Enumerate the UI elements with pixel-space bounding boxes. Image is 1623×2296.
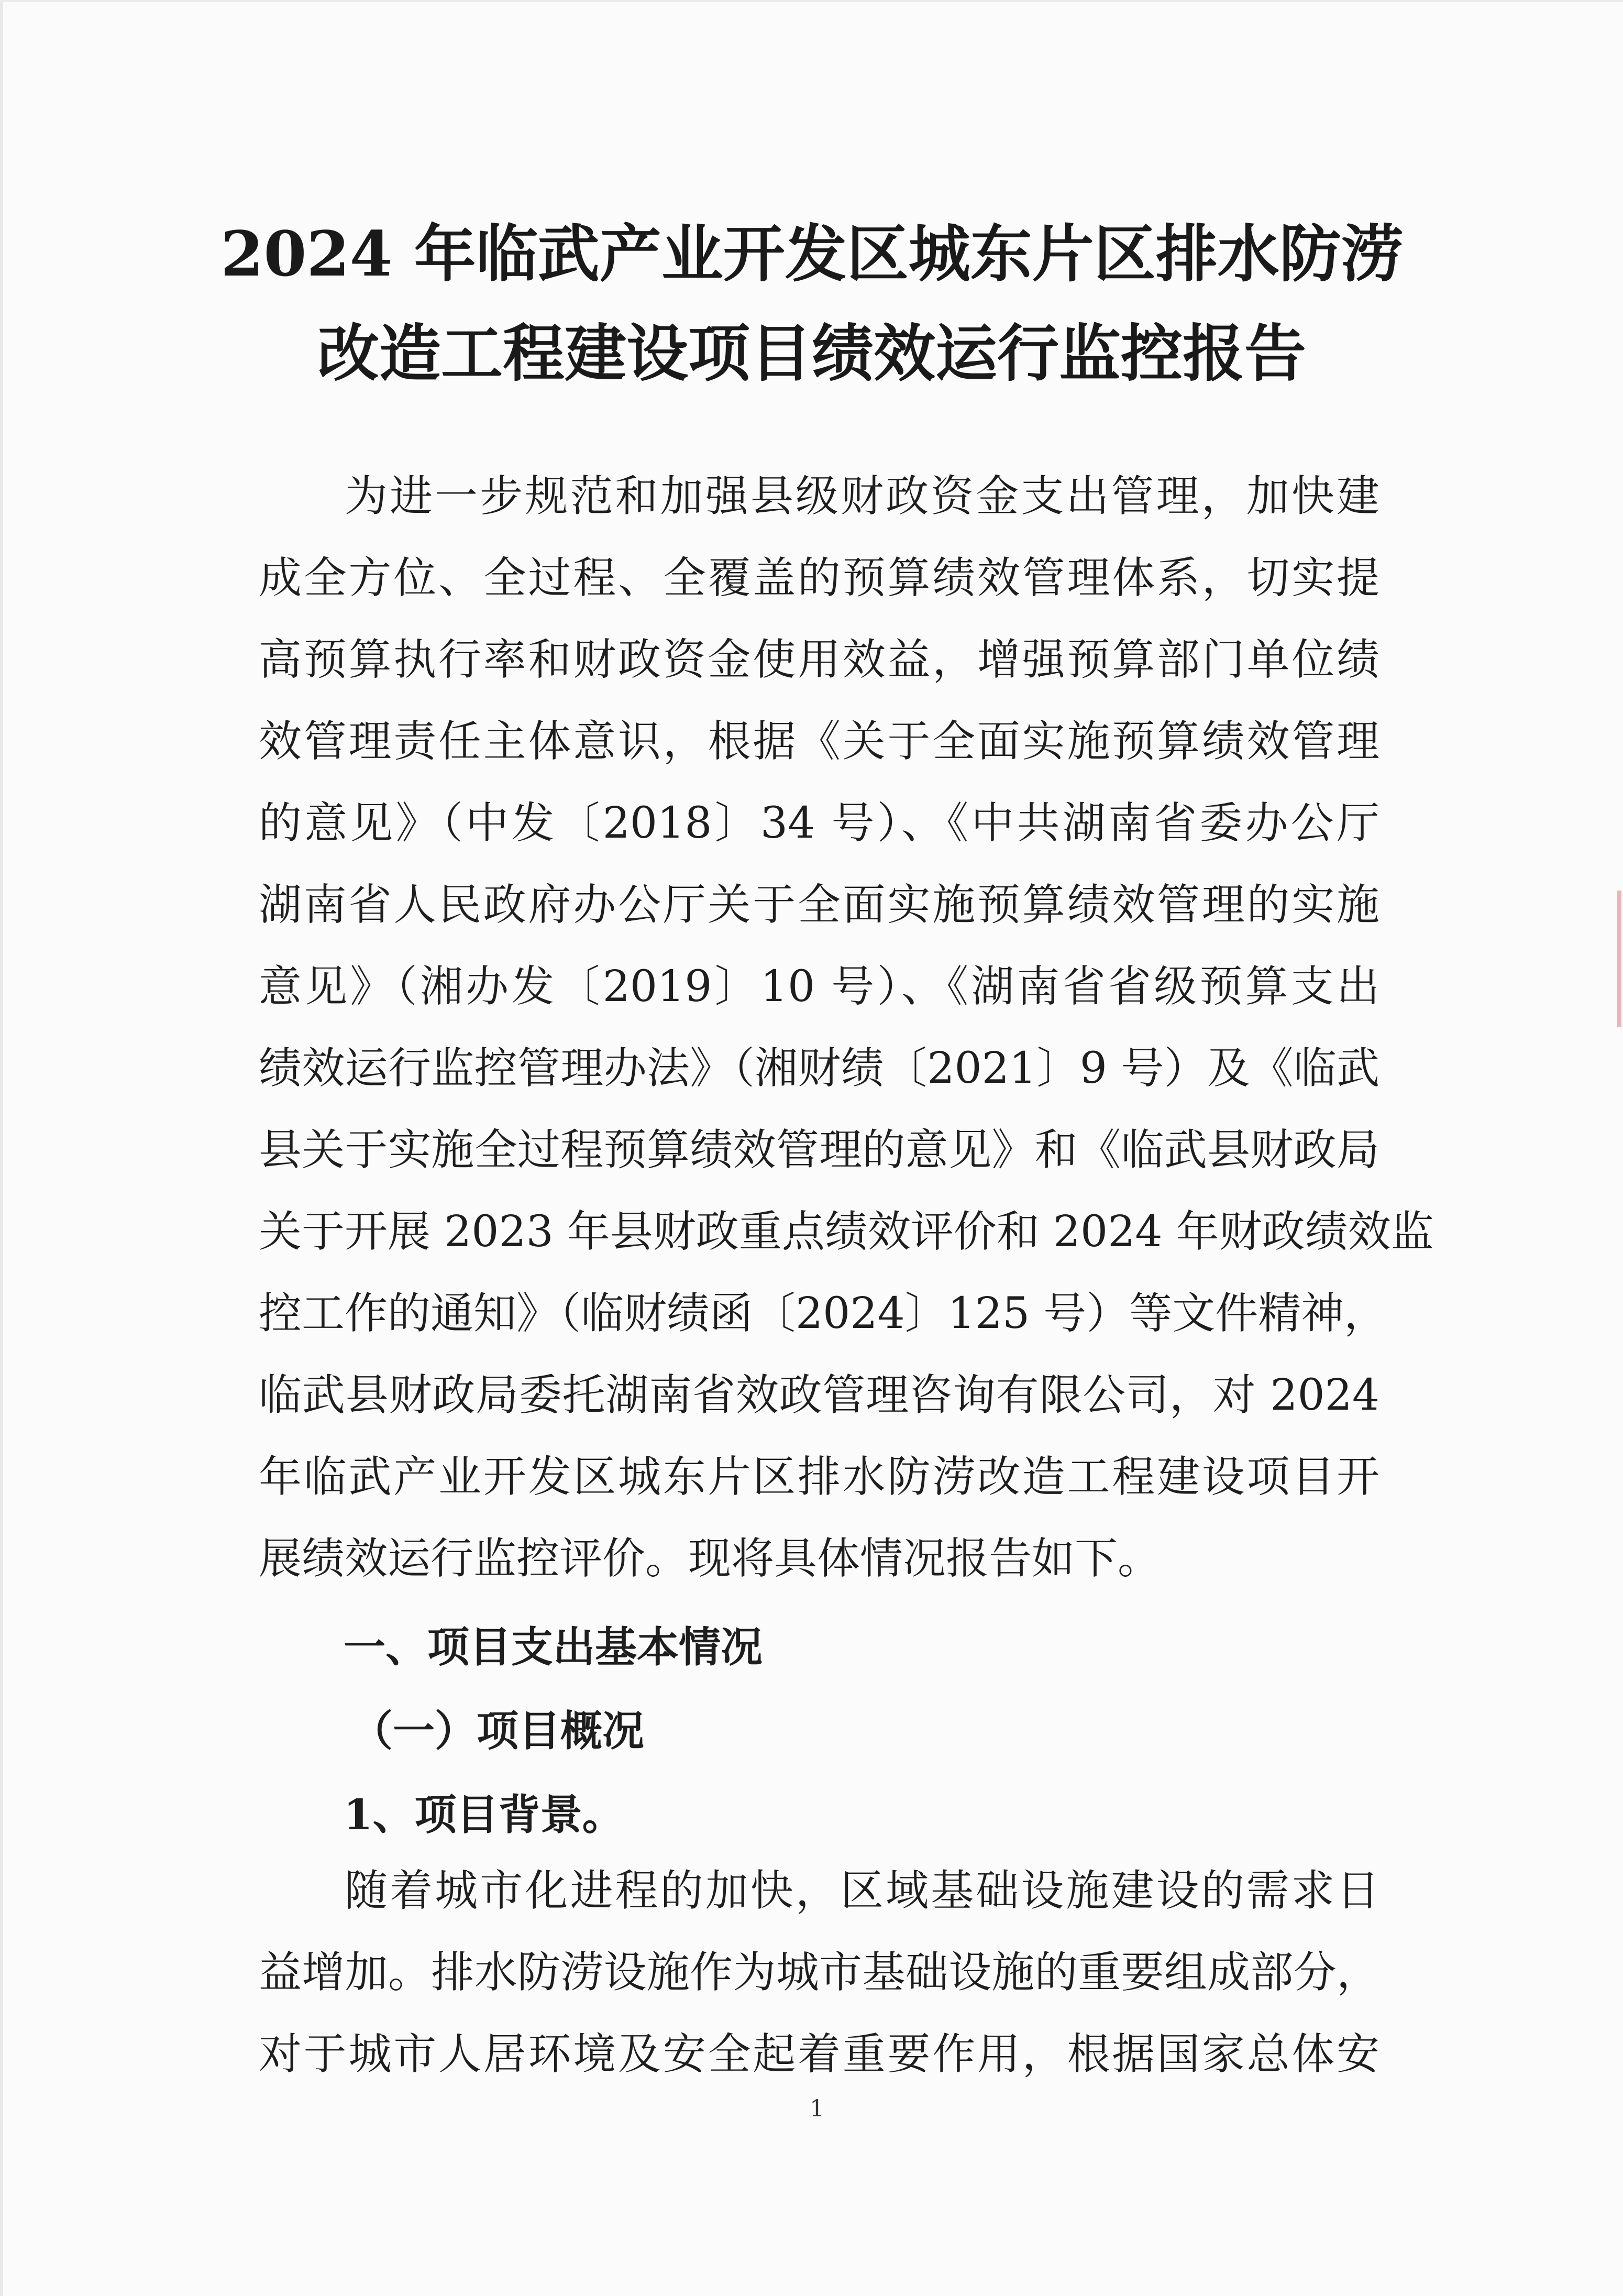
title-line-2: 改造工程建设项目绩效运行监控报告 xyxy=(317,317,1306,390)
intro-paragraph xyxy=(259,456,1434,1600)
intro-line: 高预算执行率和财政资金使用效益，增强预算部门单位绩 xyxy=(259,635,1379,685)
title-line-1: 2024 年临武产业开发区城东片区排水防涝 xyxy=(220,217,1403,290)
intro-line: 效管理责任主体意识，根据《关于全面实施预算绩效管理 xyxy=(259,717,1379,766)
intro-line: 为进一步规范和加强县级财政资金支出管理，加快建 xyxy=(345,471,1379,521)
background-line: 益增加。排水防涝设施作为城市基础设施的重要组成部分， xyxy=(259,1948,1379,1997)
intro-line: 的意见》（中发〔2018〕34 号）、《中共湖南省委办公厅 xyxy=(259,798,1379,848)
seal-edge-mark xyxy=(1617,891,1621,1027)
background-paragraph xyxy=(259,1850,1379,2095)
intro-line: 控工作的通知》（临财绩函〔2024〕125 号）等文件精神， xyxy=(259,1289,1387,1338)
intro-line: 县关于实施全过程预算绩效管理的意见》和《临武县财政局 xyxy=(259,1125,1379,1175)
section-heading: 一、项目支出基本情况 xyxy=(344,1623,763,1672)
page-number: 1 xyxy=(810,2095,824,2122)
intro-line: 临武县财政局委托湖南省效政管理咨询有限公司，对 2024 xyxy=(259,1370,1379,1420)
intro-line: 年临武产业开发区城东片区排水防涝改造工程建设项目开 xyxy=(259,1452,1379,1502)
intro-line: 绩效运行监控管理办法》（湘财绩〔2021〕9 号）及《临武 xyxy=(259,1043,1379,1093)
background-line: 对于城市人居环境及安全起着重要作用，根据国家总体安 xyxy=(259,2029,1379,2079)
document-title xyxy=(157,204,1466,403)
intro-line: 展绩效运行监控评价。现将具体情况报告如下。 xyxy=(259,1534,1161,1584)
scan-edge-left xyxy=(0,0,3,2296)
subsection-heading: （一）项目概况 xyxy=(351,1706,644,1755)
scan-edge-top xyxy=(0,0,1623,2)
intro-line: 湖南省人民政府办公厅关于全面实施预算绩效管理的实施 xyxy=(259,880,1379,930)
item-heading: 1、项目背景。 xyxy=(344,1790,624,1839)
intro-line: 意见》（湘办发〔2019〕10 号）、《湖南省省级预算支出 xyxy=(259,962,1379,1012)
intro-line: 关于开展 2023 年县财政重点绩效评价和 2024 年财政绩效监 xyxy=(259,1207,1434,1257)
background-line: 随着城市化进程的加快，区域基础设施建设的需求日 xyxy=(345,1866,1379,1916)
intro-line: 成全方位、全过程、全覆盖的预算绩效管理体系，切实提 xyxy=(259,553,1379,603)
